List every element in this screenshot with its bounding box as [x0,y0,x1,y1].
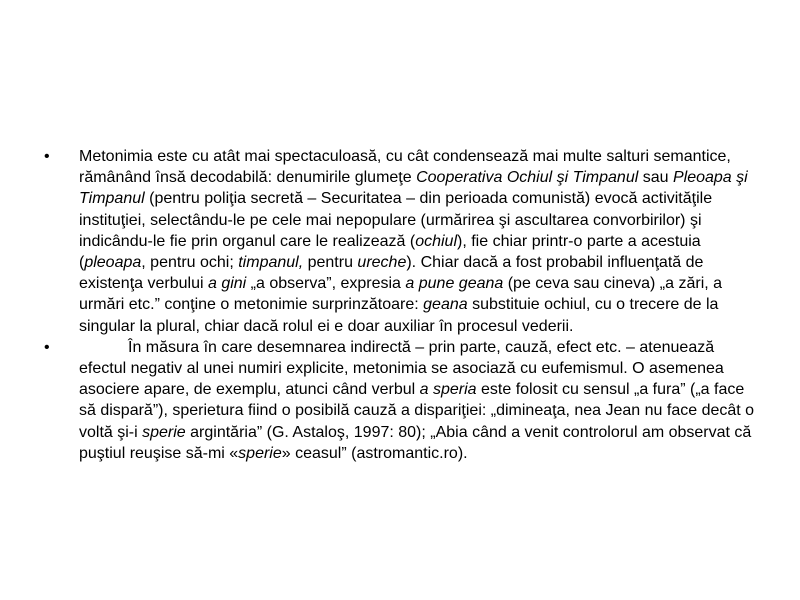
italic-term: sperie [142,423,186,441]
italic-term: geana [423,296,468,314]
paragraph-euphemism [79,337,756,464]
italic-term: a pune geana [405,275,504,293]
italic-term: ureche [357,254,407,272]
italic-term: a gini [207,275,247,293]
text-segment: Metonimia este cu atât mai spectaculoasă, cu cât condensează mai multe salturi semantice, rămânând însă decodabilă: denumirile glumeţe [79,148,731,187]
text-segment: , pentru ochi; [141,254,239,272]
text-segment: (pentru poliţia secretă – Securitatea – din perioada comunistă) evocă activităţile instituţiei, selectându-le pe cele mai nepopulare (urmărirea şi ascultarea convorbirilor) şi indicându-le fie prin organul care le realizează ( [79,190,713,250]
text-segment: este folosit cu sensul „a fura” („a face să dispară”), sperietura fiind o posibilă cauză a dispariţiei: „dimineaţa, nea Jean nu face decât o voltă şi-i [79,381,755,441]
bullet-icon: • [44,338,50,356]
bullet-item-euphemism [44,337,756,464]
italic-term: Pleoapa şi Timpanul [79,169,748,208]
text-segment: ), fie chiar printr-o parte a acestuia ( [79,232,701,272]
bullet-item-metonymy [44,146,756,337]
italic-term: timpanul, [238,254,304,272]
text-segment: În măsura în care desemnarea indirectă – prin parte, cauză, efect etc. – atenuează efectul negativ al unei numiri explicite, metonimia se asociază cu eufemismul. O asemenea asociere apare, de exemplu, atunci când verbul [79,338,724,399]
text-segment: (pe ceva sau cineva) „a zări, a urmări etc.” conţine o metonimie surprinzătoare: [79,275,723,314]
slide-body [44,146,756,464]
italic-term: a speria [419,381,477,399]
text-segment: pentru [303,254,358,272]
italic-term: Cooperativa Ochiul şi Timpanul [416,169,639,187]
bullet-icon: • [44,148,50,165]
italic-term: sperie [238,444,282,462]
text-segment: argintăria” (G. Astaloş, 1997: 80); „Abia când a venit controlorul am observat că puştiul reuşise să-mi « [79,423,752,462]
text-segment: „a observa”, expresia [246,275,406,293]
italic-term: pleoapa [84,254,142,272]
text-segment: substituie ochiul, cu o trecere de la singular la plural, chiar dacă rolul ei e doar auxiliar în procesul vederii. [79,296,719,335]
italic-term: ochiul [415,232,457,250]
paragraph-metonymy [79,146,756,337]
text-segment: sau [638,169,673,187]
text-segment: » ceasul” (astromantic.ro). [281,444,468,462]
text-segment: ). Chiar dacă a fost probabil influenţată de existenţa verbului [79,254,704,293]
